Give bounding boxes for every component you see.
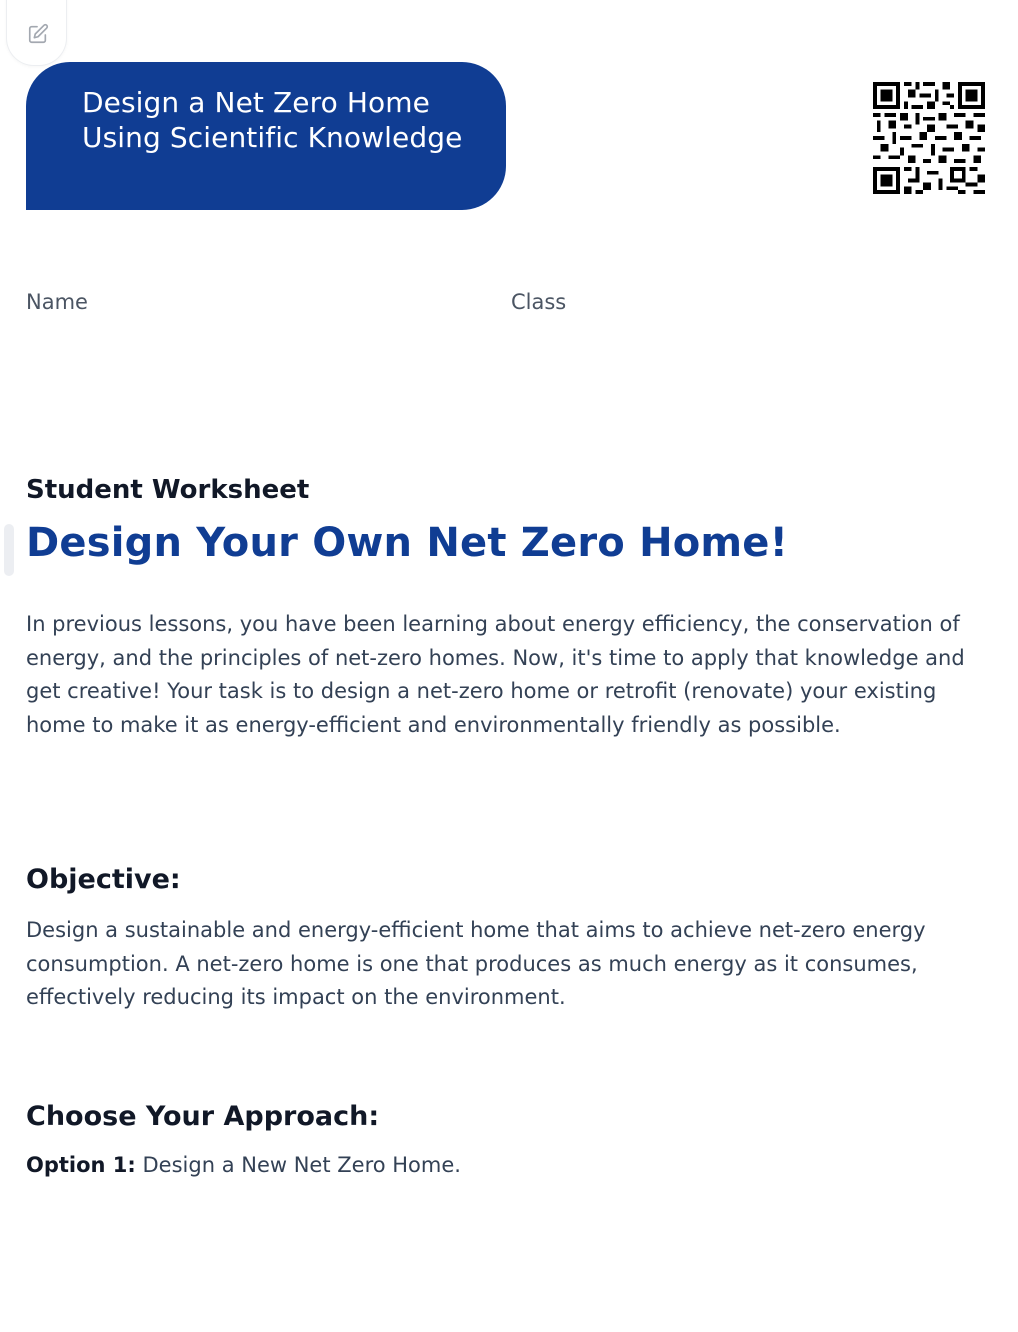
banner-title: Design a Net Zero Home Using Scientific Knowledge bbox=[82, 86, 463, 154]
title-banner bbox=[26, 62, 506, 210]
worksheet-kicker: Student Worksheet bbox=[26, 475, 310, 505]
intro-paragraph: In previous lessons, you have been learning about energy efficiency, the conservation of energy, and the principles of net-zero homes. Now, it's time to apply that knowledge and get creative! Your task is to design a net-zero home or retrofit (renovate) your existing home to make it as energy-efficient and environmentally friendly as possible. bbox=[26, 612, 965, 737]
edit-button[interactable] bbox=[6, 0, 67, 66]
option-1-text: Design a New Net Zero Home. bbox=[142, 1153, 461, 1177]
option-1-label: Option 1: bbox=[26, 1153, 136, 1177]
drag-handle[interactable] bbox=[4, 524, 14, 576]
option-1 bbox=[26, 1153, 461, 1177]
objective-heading: Objective: bbox=[26, 864, 181, 895]
objective-paragraph: Design a sustainable and energy-efficient home that aims to achieve net-zero energy consumption. A net-zero home is one that produces as much energy as it consumes, effectively reducing its impact on the environment. bbox=[26, 918, 926, 1009]
edit-icon bbox=[27, 23, 49, 45]
name-field-label: Name bbox=[26, 290, 88, 314]
page-title: Design Your Own Net Zero Home! bbox=[26, 520, 789, 566]
approach-heading: Choose Your Approach: bbox=[26, 1101, 380, 1132]
class-field-label: Class bbox=[511, 290, 567, 314]
qr-code-icon bbox=[873, 82, 985, 194]
